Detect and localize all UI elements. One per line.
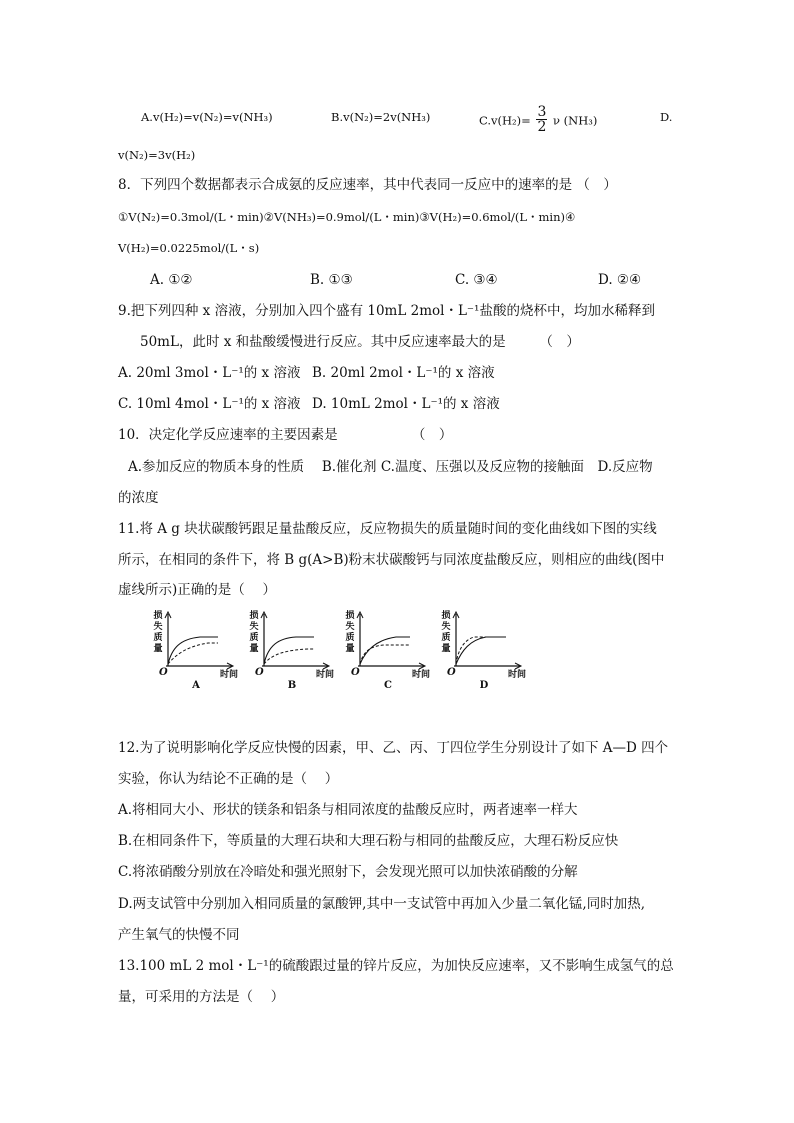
- q7-option-c-fraction: [536, 105, 547, 134]
- q12-option-b: B.在相同条件下，等质量的大理石块和大理石粉与相同的盐酸反应，大理石粉反应快: [118, 833, 619, 849]
- x-axis-label: 时间: [220, 670, 239, 680]
- y-axis-label-char: 量: [249, 644, 259, 654]
- q9-stem-line-2: 50mL，此时 x 和盐酸缓慢进行反应。其中反应速率最大的是 （ ）: [140, 334, 580, 350]
- x-axis-label: 时间: [508, 670, 527, 680]
- q12-option-a: A.将相同大小、形状的镁条和铝条与相同浓度的盐酸反应时，两者速率一样大: [118, 802, 578, 818]
- q7-option-c: [479, 104, 598, 136]
- q8-option-c: C. ③④: [455, 272, 498, 288]
- q9-stem-line-1: 9.把下列四种 x 溶液，分别加入四个盛有 10mL 2mol・L⁻¹盐酸的烧杯中，均加水稀释到: [118, 303, 655, 319]
- q10-options: A.参加反应的物质本身的性质 B.催化剂 C.温度、压强以及反应物的接触面 D.反应物: [128, 459, 653, 475]
- graph-svg: [440, 606, 536, 692]
- q10-options-cont: 的浓度: [118, 490, 159, 506]
- q11-stem-line-3: 虚线所示)正确的是（ ）: [118, 582, 277, 598]
- origin-label: O: [351, 667, 360, 678]
- y-axis-label-char: 失: [441, 622, 451, 632]
- y-axis-label-char: 量: [345, 644, 355, 654]
- q8-option-a: A. ①②: [150, 272, 193, 288]
- q8-option-d: D. ②④: [598, 272, 642, 288]
- graph-letter: C: [384, 680, 392, 691]
- q12-option-d: D.两支试管中分别加入相同质量的氯酸钾,其中一支试管中再加入少量二氧化锰,同时加热,: [118, 896, 646, 912]
- q13-stem-line-2: 量，可采用的方法是（ ）: [118, 989, 285, 1005]
- y-axis-label-char: 量: [441, 644, 451, 654]
- q7-option-b: B.v(N₂)=2v(NH₃): [331, 110, 431, 124]
- solid-curve: [456, 637, 506, 664]
- dashed-curve: [264, 649, 314, 664]
- q11-stem-line-1: 11.将 A g 块状碳酸钙跟足量盐酸反应，反应物损失的质量随时间的变化曲线如下图的实线: [118, 521, 657, 537]
- y-axis-label-char: 质: [153, 633, 163, 643]
- fraction-numerator: 3: [537, 104, 547, 120]
- graph-letter: A: [192, 680, 200, 691]
- dashed-curve: [360, 645, 410, 664]
- q10-stem: 10．决定化学反应速率的主要因素是 （ ）: [118, 427, 453, 443]
- y-axis-label-char: 损: [345, 611, 355, 621]
- q8-option-b: B. ①③: [310, 272, 353, 288]
- q8-data-line-2: V(H₂)=0.0225mol/(L・s): [118, 241, 260, 255]
- origin-label: O: [255, 667, 264, 678]
- q7-option-c-prefix: C.v(H₂)=: [479, 113, 531, 128]
- origin-label: O: [159, 667, 168, 678]
- y-axis-label-char: 质: [345, 633, 355, 643]
- y-axis-label-char: 失: [249, 622, 259, 632]
- q7-option-c-suffix: ν (NH₃): [553, 113, 598, 128]
- q7-option-a: A.v(H₂)=v(N₂)=v(NH₃): [141, 110, 273, 124]
- q11-stem-line-2: 所示，在相同的条件下，将 B g(A>B)粉末状碳酸钙与同浓度盐酸反应，则相应的曲线(图中: [118, 552, 665, 568]
- y-axis-label-char: 质: [249, 633, 259, 643]
- q12-option-c: C.将浓硝酸分别放在冷暗处和强光照射下，会发现光照可以加快浓硝酸的分解: [118, 864, 578, 880]
- q8-data-line-1: ①V(N₂)=0.3mol/(L・min)②V(NH₃)=0.9mol/(L・min)③V(H₂)=0.6mol/(L・min)④: [118, 210, 576, 224]
- y-axis-label-char: 质: [441, 633, 451, 643]
- y-axis-label-char: 损: [249, 611, 259, 621]
- q13-stem-line-1: 13.100 mL 2 mol・L⁻¹的硫酸跟过量的锌片反应，为加快反应速率，又不影响生成氢气的总: [118, 958, 674, 974]
- graph-a: [152, 606, 248, 692]
- solid-curve: [264, 637, 314, 664]
- graph-svg: [344, 606, 440, 692]
- x-axis-label: 时间: [412, 670, 431, 680]
- q12-stem-line-1: 12.为了说明影响化学反应快慢的因素，甲、乙、丙、丁四位学生分别设计了如下 A—D 四个: [118, 740, 669, 756]
- fraction-denominator: 2: [537, 119, 547, 135]
- y-axis-label-char: 损: [153, 611, 163, 621]
- origin-label: O: [447, 667, 456, 678]
- q12-option-d-cont: 产生氧气的快慢不同: [118, 927, 240, 943]
- dashed-curve: [168, 643, 218, 664]
- q9-option-d: D. 10mL 2mol・L⁻¹的 x 溶液: [312, 396, 500, 412]
- graph-letter: D: [479, 680, 489, 691]
- graph-svg: [152, 606, 248, 692]
- q7-option-d: D.: [660, 110, 673, 124]
- y-axis-label-char: 失: [345, 622, 355, 632]
- q12-stem-line-2: 实验，你认为结论不正确的是（ ）: [118, 771, 339, 787]
- solid-curve: [168, 637, 218, 664]
- q9-option-c: C. 10ml 4mol・L⁻¹的 x 溶液: [118, 396, 301, 412]
- y-axis-label-char: 量: [153, 644, 163, 654]
- q7-option-d-cont: v(N₂)=3v(H₂): [118, 148, 196, 162]
- graph-c: [344, 606, 440, 692]
- q8-stem: 8．下列四个数据都表示合成氨的反应速率，其中代表同一反应中的速率的是 （ ）: [118, 177, 617, 193]
- y-axis-label-char: 失: [153, 622, 163, 632]
- y-axis-label-char: 损: [441, 611, 451, 621]
- graph-svg: [248, 606, 344, 692]
- x-axis-label: 时间: [316, 670, 335, 680]
- q9-option-b: B. 20ml 2mol・L⁻¹的 x 溶液: [312, 365, 495, 381]
- q9-option-a: A. 20ml 3mol・L⁻¹的 x 溶液: [118, 365, 301, 381]
- graph-d: [440, 606, 536, 692]
- graph-b: [248, 606, 344, 692]
- graph-letter: B: [287, 680, 297, 691]
